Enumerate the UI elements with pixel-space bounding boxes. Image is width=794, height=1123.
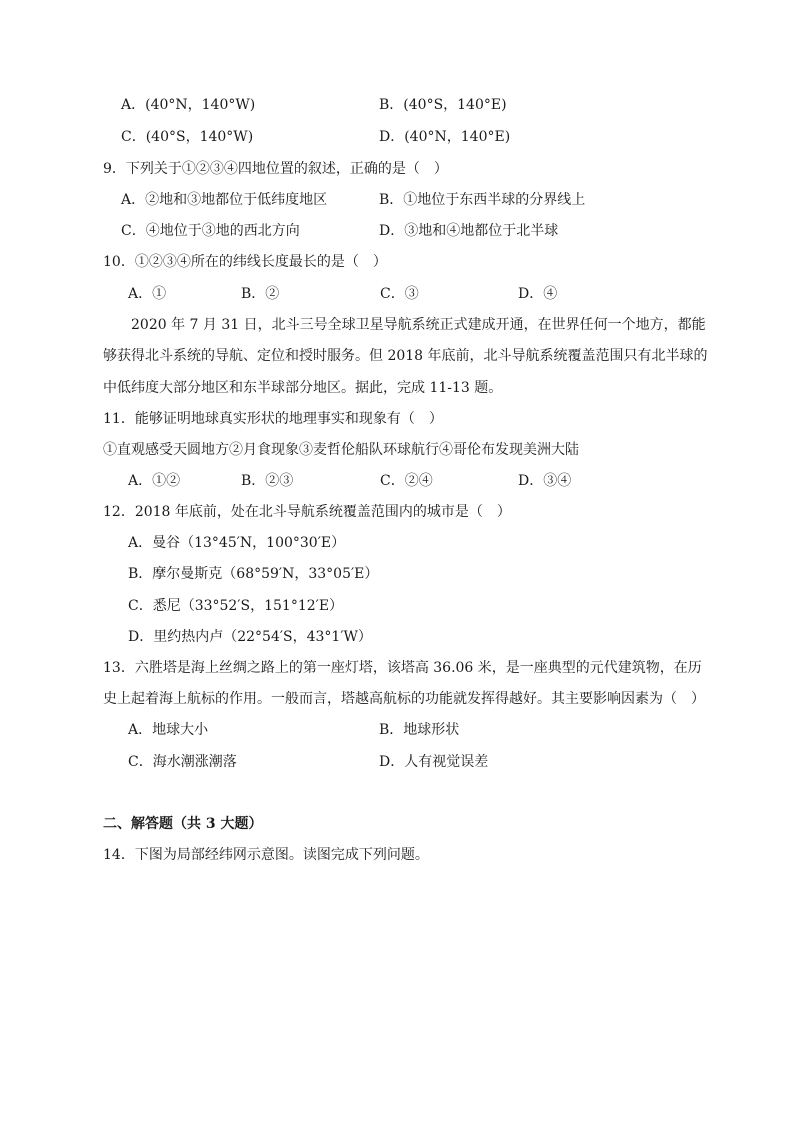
section-heading: 二、解答题（共 3 大题） xyxy=(103,816,263,832)
passage-line-3: 中低纬度大部分地区和东半球部分地区。据此，完成 11-13 题。 xyxy=(103,380,503,396)
q12-option-c: C．悉尼（33°52′S，151°12′E） xyxy=(128,598,344,614)
q9-option-a: A．②地和③地都位于低纬度地区 xyxy=(121,192,328,208)
q11-option-b: B．②③ xyxy=(241,473,294,489)
q8-option-d: D．(40°N，140°E) xyxy=(379,129,511,145)
q12-option-a: A．曼谷（13°45′N，100°30′E） xyxy=(128,535,346,551)
passage-line-1: 2020 年 7 月 31 日，北斗三号全球卫星导航系统正式建成开通，在世界任何一个地方，都能 xyxy=(131,317,706,333)
q12-option-b: B．摩尔曼斯克（68°59′N，33°05′E） xyxy=(128,566,379,582)
q13-option-d: D．人有视觉误差 xyxy=(379,754,489,770)
q11-option-d: D．③④ xyxy=(518,473,572,489)
q11-items: ①直观感受天圆地方②月食现象③麦哲伦船队环球航行④哥伦布发现美洲大陆 xyxy=(103,442,579,458)
q13-option-a: A．地球大小 xyxy=(128,722,209,738)
q13-stem-line-1: 13．六胜塔是海上丝绸之路上的第一座灯塔，该塔高 36.06 米，是一座典型的元代建筑物，在历 xyxy=(103,660,702,676)
q13-option-b: B．地球形状 xyxy=(379,722,460,738)
q8-option-b: B．(40°S，140°E) xyxy=(379,97,507,113)
passage-line-2: 够获得北斗系统的导航、定位和授时服务。但 2018 年底前，北斗导航系统覆盖范围只有北半球的 xyxy=(103,348,708,364)
q10-option-b: B．② xyxy=(241,286,280,302)
q11-stem: 11．能够证明地球真实形状的地理事实和现象有（ ） xyxy=(103,411,443,427)
q10-option-a: A．① xyxy=(128,286,167,302)
q12-option-d: D．里约热内卢（22°54′S，43°1′W） xyxy=(128,629,372,645)
q13-option-c: C．海水潮涨潮落 xyxy=(128,754,237,770)
q10-stem: 10．①②③④所在的纬线长度最长的是（ ） xyxy=(103,254,387,270)
q8-option-c: C．(40°S，140°W) xyxy=(121,129,254,145)
q10-option-c: C．③ xyxy=(380,286,419,302)
q11-option-c: C．②④ xyxy=(380,473,433,489)
q9-option-d: D．③地和④地都位于北半球 xyxy=(379,223,559,239)
q14-stem: 14．下图为局部经纬网示意图。读图完成下列问题。 xyxy=(103,847,429,863)
q9-stem: 9．下列关于①②③④四地位置的叙述，正确的是（ ） xyxy=(103,161,448,177)
q8-option-a: A．(40°N，140°W) xyxy=(121,97,256,113)
q11-option-a: A．①② xyxy=(128,473,181,489)
q10-option-d: D．④ xyxy=(518,286,558,302)
q13-stem-line-2: 史上起着海上航标的作用。一般而言，塔越高航标的功能就发挥得越好。其主要影响因素为（ ） xyxy=(103,691,705,707)
q9-option-b: B．①地位于东西半球的分界线上 xyxy=(379,192,586,208)
q9-option-c: C．④地位于③地的西北方向 xyxy=(121,223,300,239)
q12-stem: 12．2018 年底前，处在北斗导航系统覆盖范围内的城市是（ ） xyxy=(103,504,511,520)
